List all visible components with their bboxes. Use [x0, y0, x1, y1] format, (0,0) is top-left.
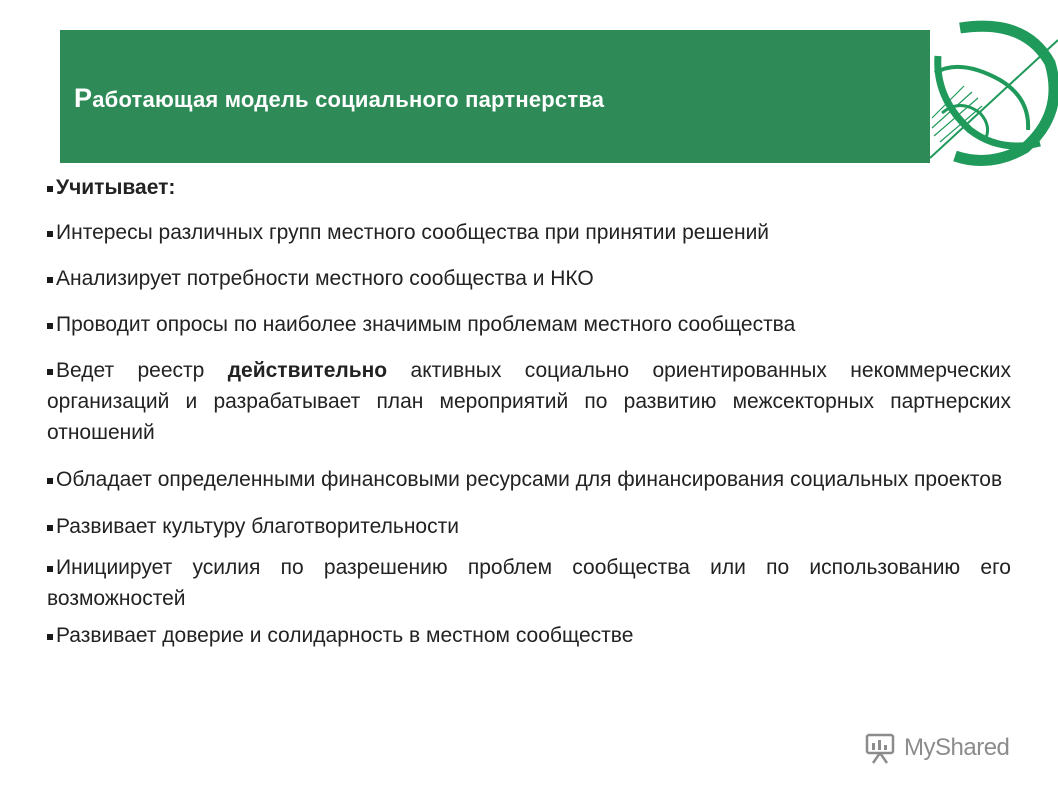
bullet-list: [47, 172, 1011, 651]
list-item: Инициирует усилия по разрешению проблем сообщества или по использованию его возможностей: [47, 556, 1011, 610]
list-item: Развивает культуру благотворительности: [47, 511, 1011, 542]
bullet-icon: [47, 566, 53, 572]
bullet-icon: [47, 525, 53, 531]
bullet-icon: [47, 323, 53, 329]
slide-title: [74, 83, 604, 114]
bullet-icon: [47, 231, 53, 237]
bullet-icon: [47, 369, 53, 375]
bullet-icon: [47, 186, 53, 192]
list-item: Проводит опросы по наиболее значимым проблемам местного сообщества: [47, 309, 1011, 340]
list-item: Развивает доверие и солидарность в местном сообществе: [47, 620, 1011, 651]
emphasis-text: действительно: [227, 359, 388, 382]
list-item: Интересы различных групп местного сообщества при принятии решений: [47, 217, 1011, 248]
title-rest: аботающая модель социального партнерства: [92, 87, 605, 112]
list-item: Учитывает:: [47, 172, 1011, 203]
title-first-letter: Р: [74, 83, 93, 113]
green-circular-logo-icon: [930, 18, 1058, 168]
bullet-icon: [47, 478, 53, 484]
list-item: Ведет реестр действительно активных социально ориентированных некоммерческих организаций и разрабатывает план мероприятий по развитию межсекторных партнерских отношений: [47, 359, 1011, 444]
bullet-icon: [47, 634, 53, 640]
title-bar: [60, 30, 932, 163]
bullet-icon: [47, 277, 53, 283]
list-item: Анализирует потребности местного сообщества и НКО: [47, 263, 1011, 294]
list-item: Обладает определенными финансовыми ресурсами для финансирования социальных проектов: [47, 464, 1011, 495]
watermark-text: MyShared: [904, 734, 1010, 761]
myshared-watermark: [864, 731, 1034, 765]
myshared-logo-icon: [864, 731, 900, 765]
